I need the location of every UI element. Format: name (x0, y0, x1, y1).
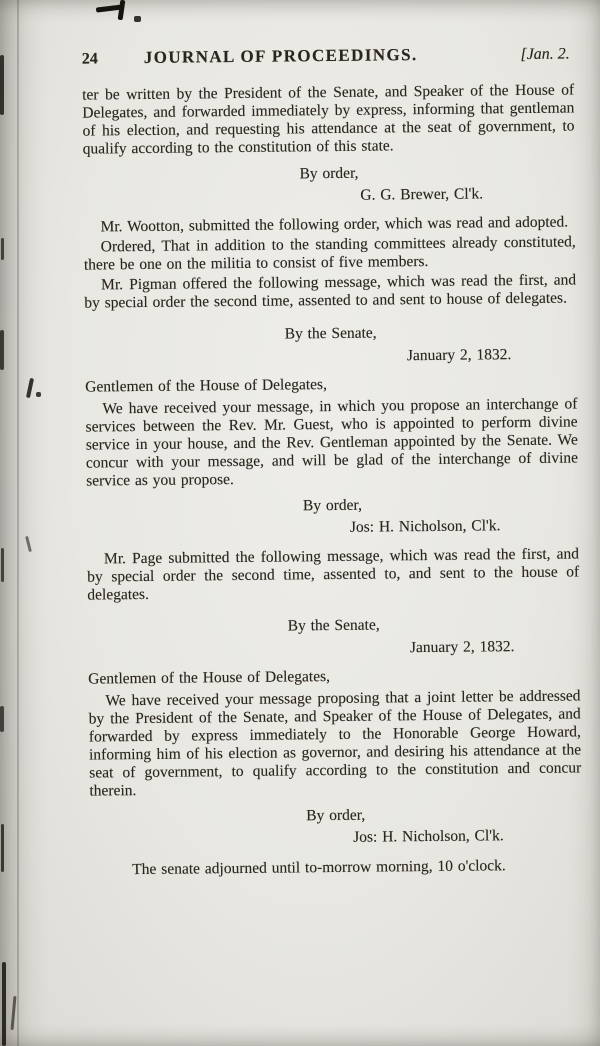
scan-artifact (11, 996, 17, 1030)
journal-title: JOURNAL OF PROCEEDINGS. (143, 45, 418, 67)
scan-artifact (0, 330, 4, 370)
clerk-signature-nicholson-2: Jos: H. Nicholson, Cl'k. (353, 827, 504, 846)
paragraph-letter-continuation: ter be written by the President of the Senate, and Speaker of the House of Delegates, and forwarded immediately by express, informing that gentleman of his election, and requesting his attendance at the seat of government, to qualify according to the constitution of this state. (82, 81, 575, 158)
salutation-house-delegates-1: Gentlemen of the House of Delegates, (85, 376, 328, 396)
page-number: 24 (81, 50, 98, 68)
date-line-1: January 2, 1832. (406, 346, 512, 365)
paragraph-pigman-message: Mr. Pigman offered the following message, which was read the first, and by special order the second time, assented to and sent to house of delegates. (84, 271, 577, 312)
by-order-label-2: By order, (302, 496, 363, 515)
scan-artifact (118, 0, 126, 20)
page-content (82, 43, 583, 879)
salutation-house-delegates-2: Gentlemen of the House of Delegates, (88, 668, 331, 688)
by-the-senate-heading-2: By the Senate, (287, 616, 380, 635)
by-order-label-3: By order, (306, 806, 366, 825)
scan-artifact (0, 55, 4, 115)
scan-artifact (26, 378, 34, 398)
paragraph-page-message: Mr. Page submitted the following message, which was read the first, and by special order the second time, assented to, and sent to the house of delegates. (87, 545, 580, 604)
scan-artifact (134, 16, 141, 22)
paragraph-wootton-order: Mr. Wootton, submitted the following order, which was read and adopted. (100, 213, 569, 236)
scan-artifact (1, 824, 4, 872)
message-body-governor-letter: We have received your message proposing that a joint letter be addressed by the President of the Senate, and Speaker of the House of Delegates, and forwarded by express immediately to the Honorable George Howard, informing him of his election as governor, and desiring his attendance at the seat of government, to qualify according to the constitution and concur therein. (88, 687, 582, 800)
message-body-divine-service: We have received your message, in which you propose an interchange of services between the Rev. Mr. Guest, who is appointed to perform divine service in your house, and the Rev. Gentleman appointed by the Senate. We concur with your message, and will be glad of the interchange of divine service as you propose. (85, 395, 579, 490)
date-line-2: January 2, 1832. (409, 638, 515, 657)
adjournment-line: The senate adjourned until to-morrow morning, 10 o'clock. (132, 857, 506, 879)
clerk-signature-brewer: G. G. Brewer, Cl'k. (360, 185, 484, 204)
paragraph-ordered-militia: Ordered, That in addition to the standing committees already constituted, there be one on the militia to consist of five members. (83, 233, 576, 274)
clerk-signature-nicholson-1: Jos: H. Nicholson, Cl'k. (349, 517, 501, 536)
by-the-senate-heading-1: By the Senate, (284, 324, 377, 343)
by-order-label-1: By order, (299, 164, 359, 183)
header-date-marker: [Jan. 2. (520, 45, 570, 64)
scan-artifact (0, 706, 4, 732)
scan-artifact (1, 238, 4, 260)
binding-crease (17, 0, 19, 1046)
page-header (82, 43, 574, 68)
scan-artifact (25, 536, 32, 552)
scan-artifact (2, 962, 6, 1046)
scan-artifact (1, 548, 4, 582)
scan-artifact (36, 392, 41, 397)
